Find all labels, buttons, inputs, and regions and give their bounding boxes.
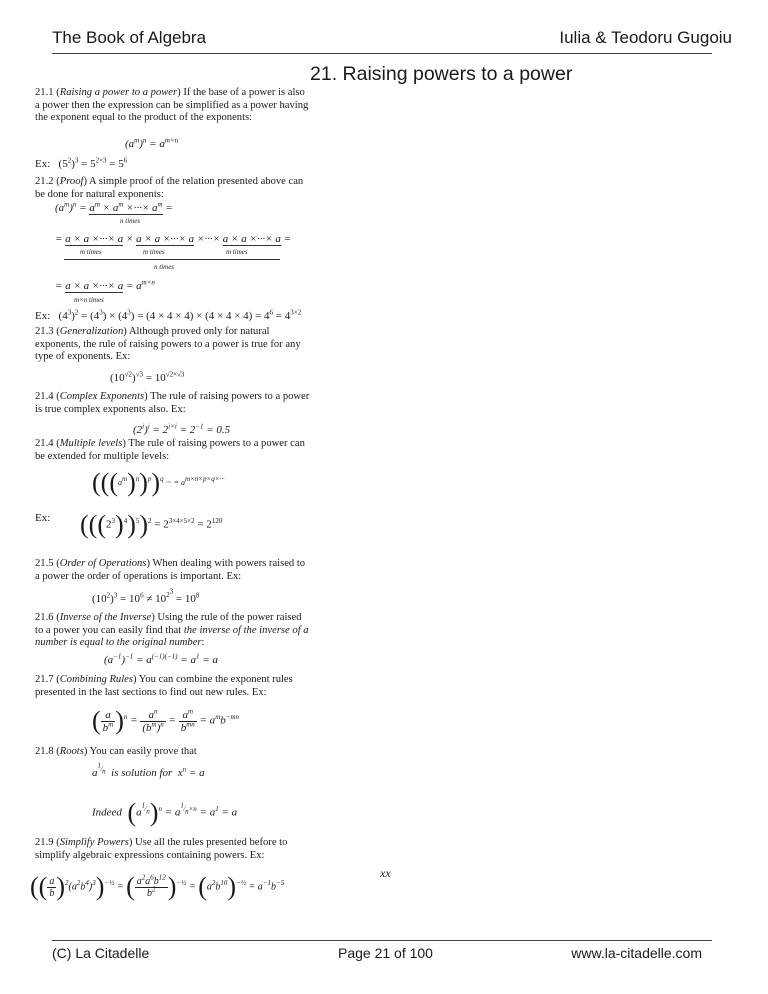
chapter-title: 21. Raising powers to a power (310, 63, 573, 85)
header-rule (52, 53, 712, 54)
formula-multiple-levels: $(((a^m)^n)^p)^q$ ··· = $a^{m\times n\times p\times q\times\cdot\cdot\cdot}$ (92, 468, 225, 497)
section-21-2: 21.2 (Proof) A simple proof of the relation presented above can be done for natural exponents: (35, 176, 304, 200)
margin-note: xx (380, 866, 391, 880)
example-21-4b: $(((2^3)^4)^5)^2 = 2^{3\times 4\times 5\times 2} = 2^{120}$ (80, 510, 223, 539)
footer-page-number: Page 21 of 100 (338, 945, 433, 961)
content-column (35, 87, 310, 128)
section-21-3: 21.3 (Generalization) Although proved only for natural exponents, the rule of raising powers to a power is true for any type of exponents. Ex: (35, 326, 301, 363)
example-21-9: (( $\frac{a}{b}$ )$^2(a^2b^4)^3)^{-\frac{1}{2}}$ = ( $\frac{a^2a^6b^{12}}{b^2}$ )$^{-\frac{1}{2}} = (a^2b^{10})^{-\frac{1}{2}} = a^{-1}b^{-5}$ (30, 872, 285, 901)
example-21-2: Ex: $(4^3)^2 = (4^3) \times (4^3) = (4 \times 4 \times 4) \times (4 \times 4 \times 4) = 4^6 = 4^{3\times 2}$ (35, 308, 302, 322)
label-n-times: n times (120, 217, 141, 225)
header-book-title: The Book of Algebra (52, 28, 207, 47)
example-21-4a: $(2^i)^i = 2^{i\times i} = 2^{-1} = 0.5$ (133, 422, 231, 436)
label-m-times-1: m times (80, 248, 102, 256)
proof-line-3: = a × a ×···× $a = a^{m\times n}$ (55, 278, 155, 292)
example-21-3: $(10^{√2})^{√3} = 10^{√2\times√3}$ (110, 370, 185, 384)
example-21-5: $(10^2)^3 = 10^6 \ne 10^{2^3} = 10^8$ (92, 588, 200, 605)
label-mn-times: m×n times (74, 296, 104, 304)
example-21-7: ( $\frac{a}{b^m}$ )$^n$ = $\frac{a^n}{(b^m)^n}$ = $\frac{a^m}{b^{mn}}$ = $a^mb^{-mn}$ (92, 706, 240, 735)
footer-copyright: (C) La Citadelle (52, 945, 150, 961)
footer-website-link[interactable]: www.la-citadelle.com (571, 945, 702, 961)
ex-label-21-4b: Ex: (35, 512, 51, 524)
example-21-1: Ex: $(5^2)^3 = 5^{2\times 3} = 5^6$ (35, 156, 128, 170)
label-n-times-2: n times (154, 263, 175, 271)
section-21-4a: 21.4 (Complex Exponents) The rule of raising powers to a power is true complex exponents also. Ex: (35, 391, 310, 415)
section-21-8: 21.8 (Roots) You can easily prove that (35, 746, 197, 757)
label-m-times-3: m times (226, 248, 248, 256)
proof-line-1: $(a^m)^n = a^m \times a^m$ ×···× $a^m$ = (55, 200, 173, 214)
section-21-6: 21.6 (Inverse of the Inverse) Using the rule of the power raised to a power you can easily find that the inverse of the inverse of a number is equal to the original number: (35, 612, 309, 649)
root-proof: Indeed $(a^{^1⁄_n})^n = a^{^1⁄_n\times n} = a^1 = a$ (92, 798, 238, 827)
root-statement: $a^{^1⁄_n}$ is solution for $x^n = a$ (92, 762, 205, 779)
section-21-1: 21.1 (Raising a power to a power) If the base of a power is also a power then the expression can be simplified as a power having the exponent equal to the product of the exponents: (35, 87, 309, 124)
proof-line-2: = a × a ×···× a × a × a ×···× a ×···× a × a ×···× a = (55, 233, 292, 245)
section-21-9: 21.9 (Simplify Powers) Use all the rules presented before to simplify algebraic expressions containing powers. Ex: (35, 837, 288, 861)
header-authors: Iulia & Teodoru Gugoiu (559, 28, 732, 47)
section-21-4b: 21.4 (Multiple levels) The rule of raising powers to a power can be extended for multiple levels: (35, 438, 305, 462)
section-21-5: 21.5 (Order of Operations) When dealing with powers raised to a power the order of operations is important. Ex: (35, 558, 306, 582)
example-21-6: $(a^{-1})^{-1} = a^{(-1)(-1)} = a^1 = a$ (104, 652, 218, 666)
section-21-7: 21.7 (Combining Rules) You can combine the exponent rules presented in the last sections to find out new rules. Ex: (35, 674, 293, 698)
footer-rule (52, 940, 712, 941)
formula-power-rule: $(a^m)^n = a^{m\times n}$ (125, 136, 179, 150)
label-m-times-2: m times (143, 248, 165, 256)
brace-outer (64, 259, 280, 260)
